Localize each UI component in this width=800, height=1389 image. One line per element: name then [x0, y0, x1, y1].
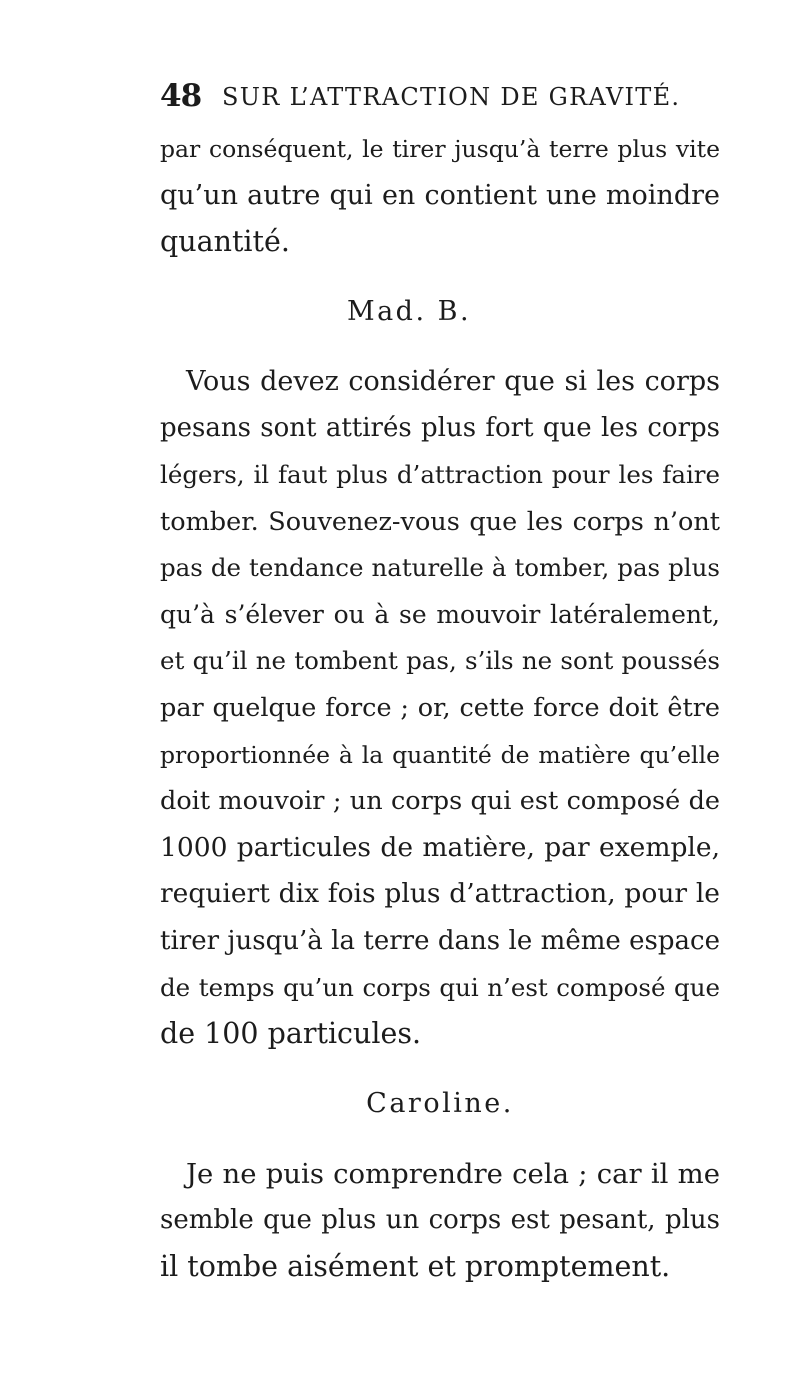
text-line: semble que plus un corps est pesant, plus: [160, 1205, 720, 1236]
text-line: pesans sont attirés plus fort que les corps: [160, 413, 720, 444]
speaker-heading: Caroline.: [366, 1087, 514, 1119]
passage-caroline: [160, 1151, 720, 1291]
speaker-heading: Mad. B.: [346, 295, 472, 327]
text-line: pas de tendance naturelle à tomber, pas plus: [160, 553, 720, 583]
passage-continuation: [160, 126, 720, 266]
text-line: proportionnée à la quantité de matière qu’elle: [160, 740, 720, 769]
text-line: légers, il faut plus d’attraction pour les faire: [160, 459, 720, 489]
text-line: qu’à s’élever ou à se mouvoir latéralement,: [160, 599, 720, 629]
text-line: de 100 particules.: [160, 1017, 422, 1051]
text-line: et qu’il ne tombent pas, s’ils ne sont poussés: [160, 646, 720, 676]
text-line: par quelque force ; or, cette force doit être: [160, 692, 720, 723]
text-line: tirer jusqu’à la terre dans le même espace: [160, 925, 720, 956]
page-number: 48: [160, 78, 202, 114]
running-head: [160, 76, 720, 116]
text-line: qu’un autre qui en contient une moindre: [160, 179, 720, 211]
text-block: [160, 126, 720, 1290]
text-line: requiert dix fois plus d’attraction, pour le: [160, 878, 720, 910]
text-line: de temps qu’un corps qui n’est composé que: [160, 972, 720, 1002]
running-title: SUR L’ATTRACTION DE GRAVITÉ.: [222, 83, 681, 111]
text-line: par conséquent, le tirer jusqu’à terre plus vite: [160, 135, 720, 163]
text-line: doit mouvoir ; un corps qui est composé de: [160, 786, 720, 817]
speaker-heading-wrap: [98, 266, 720, 359]
passage-mad-b: [160, 359, 720, 1058]
text-line: il tombe aisément et promptement.: [160, 1249, 671, 1283]
speaker-heading-wrap: [160, 1058, 720, 1151]
text-line: Vous devez considérer que si les corps: [186, 365, 720, 397]
text-line: 1000 particules de matière, par exemple,: [160, 831, 720, 863]
text-line: Je ne puis comprendre cela ; car il me: [186, 1157, 720, 1190]
text-line: quantité.: [160, 225, 290, 259]
text-line: tomber. Souvenez-vous que les corps n’ont: [160, 506, 720, 537]
